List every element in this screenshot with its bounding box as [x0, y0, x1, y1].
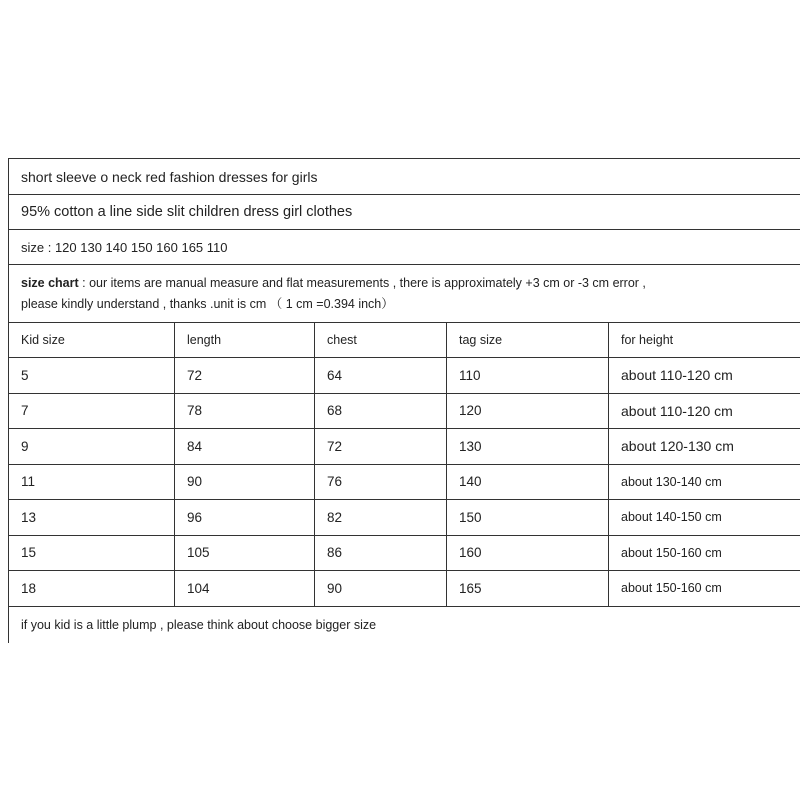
cell-length: 72 [175, 358, 315, 393]
cell-length: 84 [175, 429, 315, 464]
table-header-row [9, 323, 800, 358]
cell-tag-size: 110 [447, 358, 609, 393]
footer-note: if you kid is a little plump , please think about choose bigger size [21, 617, 377, 632]
material-row [9, 195, 800, 230]
cell-length: 104 [175, 571, 315, 606]
cell-chest: 68 [315, 394, 447, 429]
column-header-tag-size: tag size [447, 323, 609, 357]
cell-for-height: about 150-160 cm [621, 581, 722, 596]
table-row [9, 571, 800, 607]
cell-for-height: about 140-150 cm [621, 510, 722, 525]
cell-for-height: about 110-120 cm [621, 367, 733, 384]
cell-tag-size: 150 [447, 500, 609, 535]
product-title-row [9, 159, 800, 195]
cell-chest: 86 [315, 536, 447, 571]
cell-tag-size: 160 [447, 536, 609, 571]
cell-tag-size: 140 [447, 465, 609, 500]
cell-length: 78 [175, 394, 315, 429]
column-header-chest: chest [315, 323, 447, 357]
cell-for-height: about 150-160 cm [621, 545, 722, 560]
material-text: 95% cotton a line side slit children dress girl clothes [21, 204, 353, 220]
cell-for-height: about 130-140 cm [621, 474, 722, 489]
column-header-for-height: for height [621, 333, 674, 347]
cell-length: 96 [175, 500, 315, 535]
table-row [9, 465, 800, 501]
cell-tag-size: 130 [447, 429, 609, 464]
sizes-row [9, 230, 800, 265]
table-row [9, 536, 800, 572]
size-chart-sheet [8, 158, 800, 643]
table-row [9, 429, 800, 465]
cell-kid-size: 5 [9, 358, 175, 393]
cell-for-height: about 120-130 cm [621, 438, 734, 455]
cell-chest: 82 [315, 500, 447, 535]
cell-kid-size: 11 [9, 465, 175, 500]
cell-length: 90 [175, 465, 315, 500]
cell-kid-size: 15 [9, 536, 175, 571]
cell-kid-size: 18 [9, 571, 175, 606]
column-header-kid-size: Kid size [9, 323, 175, 357]
size-chart-note-row [9, 265, 800, 323]
cell-length: 105 [175, 536, 315, 571]
cell-kid-size: 7 [9, 394, 175, 429]
cell-kid-size: 13 [9, 500, 175, 535]
table-row [9, 358, 800, 394]
note-label: size chart [21, 275, 79, 290]
footer-note-row [9, 607, 800, 643]
column-header-length: length [175, 323, 315, 357]
sizes-text: size : 120 130 140 150 160 165 110 [21, 239, 228, 255]
cell-tag-size: 120 [447, 394, 609, 429]
table-row [9, 394, 800, 430]
product-title: short sleeve o neck red fashion dresses for girls [21, 168, 318, 185]
table-row [9, 500, 800, 536]
note-line-1-text: : our items are manual measure and flat measurements , there is approximately +3 cm or -3 cm error , [78, 275, 646, 290]
note-line-2: please kindly understand , thanks .unit is cm （ 1 cm =0.394 inch） [21, 296, 394, 311]
cell-for-height: about 110-120 cm [621, 402, 733, 419]
cell-chest: 90 [315, 571, 447, 606]
cell-chest: 72 [315, 429, 447, 464]
cell-tag-size: 165 [447, 571, 609, 606]
cell-chest: 76 [315, 465, 447, 500]
cell-chest: 64 [315, 358, 447, 393]
cell-kid-size: 9 [9, 429, 175, 464]
note-line-1 [21, 273, 646, 294]
